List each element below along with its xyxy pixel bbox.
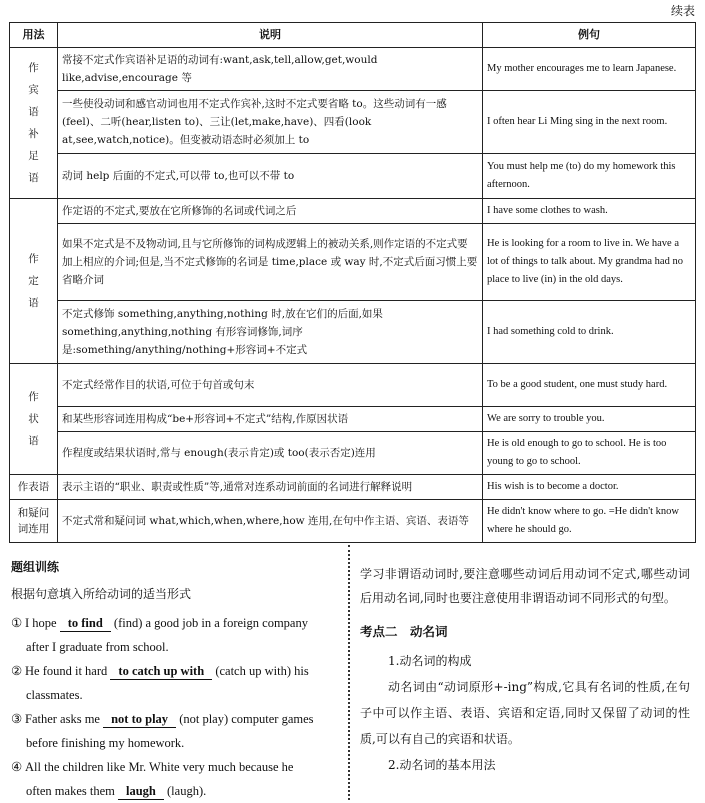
intro-paragraph: 学习非谓语动词时,要注意哪些动词后用动词不定式,哪些动词后用动名词,同时也要注意使用非谓语动词不同形式的句型。 bbox=[360, 567, 690, 605]
usage-cell: 作表语 bbox=[10, 475, 58, 500]
example-cell: I have some clothes to wash. bbox=[483, 199, 696, 224]
table-row bbox=[10, 407, 696, 432]
question-1: ① I hope to find (find) a good job in a foreign company after I graduate from school. bbox=[11, 616, 308, 654]
question-3: ③ Father asks me not to play (not play) computer games before finishing my homework. bbox=[11, 712, 314, 750]
table-row bbox=[10, 301, 696, 364]
usage-cell: 和疑问词连用 bbox=[10, 500, 58, 543]
explanation-cell: 不定式修饰 something,anything,nothing 时,放在它们的后面,如果 something,anything,nothing 有形容词修饰,词序是:something/anything/nothing+形容词+不定式 bbox=[58, 301, 483, 364]
answer-blank: laugh bbox=[118, 784, 164, 800]
table-row bbox=[10, 48, 696, 91]
example-cell: I often hear Li Ming sing in the next room. bbox=[483, 91, 696, 154]
explanation-cell: 一些使役动词和感官动词也用不定式作宾补,这时不定式要省略 to。这些动词有一感(feel)、二听(hear,listen to)、三让(let,make,have)、四看(look at,see,watch,notice)。但变被动语态时必须加上 to bbox=[58, 91, 483, 154]
table-row bbox=[10, 432, 696, 475]
example-cell: You must help me (to) do my homework this afternoon. bbox=[483, 154, 696, 199]
header-usage: 用法 bbox=[10, 23, 58, 48]
subheading-2: 2.动名词的基本用法 bbox=[388, 758, 496, 772]
example-cell: He is old enough to go to school. He is too young to go to school. bbox=[483, 432, 696, 475]
example-cell: I had something cold to drink. bbox=[483, 301, 696, 364]
table-row bbox=[10, 500, 696, 543]
explanation-cell: 如果不定式是不及物动词,且与它所修饰的词构成逻辑上的被动关系,则作定语的不定式要加上相应的介词;但是,当不定式修饰的名词是 time,place 或 way 时,不定式后面习惯上要省略介词 bbox=[58, 224, 483, 301]
table-row bbox=[10, 364, 696, 407]
exercise-title: 题组训练 bbox=[11, 560, 60, 574]
usage-cell: 作定语 bbox=[10, 199, 58, 364]
example-cell: He didn't know where to go. =He didn't know where he should go. bbox=[483, 500, 696, 543]
example-cell: My mother encourages me to learn Japanese. bbox=[483, 48, 696, 91]
exercise-section bbox=[11, 558, 339, 803]
answer-blank: not to play bbox=[103, 712, 176, 728]
example-cell: His wish is to become a doctor. bbox=[483, 475, 696, 500]
section-heading: 考点二 动名词 bbox=[360, 624, 448, 639]
header-explanation: 说明 bbox=[58, 23, 483, 48]
answer-blank: to find bbox=[60, 616, 111, 632]
continued-label: 续表 bbox=[670, 4, 695, 18]
header-example: 例句 bbox=[483, 23, 696, 48]
table-row bbox=[10, 199, 696, 224]
usage-cell: 作状语 bbox=[10, 364, 58, 475]
explanation-cell: 表示主语的“职业、职责或性质”等,通常对连系动词前面的名词进行解释说明 bbox=[58, 475, 483, 500]
question-4: ④ All the children like Mr. White very much because he often makes them laugh (laugh). bbox=[11, 760, 294, 798]
explanation-cell: 不定式常和疑问词 what,which,when,where,how 连用,在句中作主语、宾语、表语等 bbox=[58, 500, 483, 543]
explanation-cell: 不定式经常作目的状语,可位于句首或句末 bbox=[58, 364, 483, 407]
infinitive-usage-table bbox=[9, 22, 696, 543]
exercise-instruction: 根据句意填入所给动词的适当形式 bbox=[11, 587, 192, 601]
table-header-row bbox=[10, 23, 696, 48]
explanation-cell: 作程度或结果状语时,常与 enough(表示肯定)或 too(表示否定)连用 bbox=[58, 432, 483, 475]
table-row bbox=[10, 154, 696, 199]
example-cell: He is looking for a room to live in. We have a lot of things to talk about. My grandma had no place to live (in) in the old days. bbox=[483, 224, 696, 301]
explanation-cell: 作定语的不定式,要放在它所修饰的名词或代词之后 bbox=[58, 199, 483, 224]
table-row bbox=[10, 475, 696, 500]
example-cell: We are sorry to trouble you. bbox=[483, 407, 696, 432]
table-row bbox=[10, 224, 696, 301]
example-cell: To be a good student, one must study hard. bbox=[483, 364, 696, 407]
usage-cell: 作宾语补足语 bbox=[10, 48, 58, 199]
column-divider bbox=[348, 545, 350, 800]
explanation-cell: 动词 help 后面的不定式,可以带 to,也可以不带 to bbox=[58, 154, 483, 199]
question-2: ② He found it hard to catch up with (catch up with) his classmates. bbox=[11, 664, 309, 702]
explanation-cell: 和某些形容词连用构成“be+形容词+不定式”结构,作原因状语 bbox=[58, 407, 483, 432]
explanation-cell: 常接不定式作宾语补足语的动词有:want,ask,tell,allow,get,would like,advise,encourage 等 bbox=[58, 48, 483, 91]
lesson-text bbox=[360, 562, 690, 778]
subheading-1: 1.动名词的构成 bbox=[388, 654, 472, 668]
answer-blank: to catch up with bbox=[110, 664, 212, 680]
table-row bbox=[10, 91, 696, 154]
paragraph-1: 动名词由“动词原形+-ing”构成,它具有名词的性质,在句子中可以作主语、表语、宾语和定语,同时又保留了动词的性质,可以有自己的宾语和状语。 bbox=[360, 680, 690, 746]
